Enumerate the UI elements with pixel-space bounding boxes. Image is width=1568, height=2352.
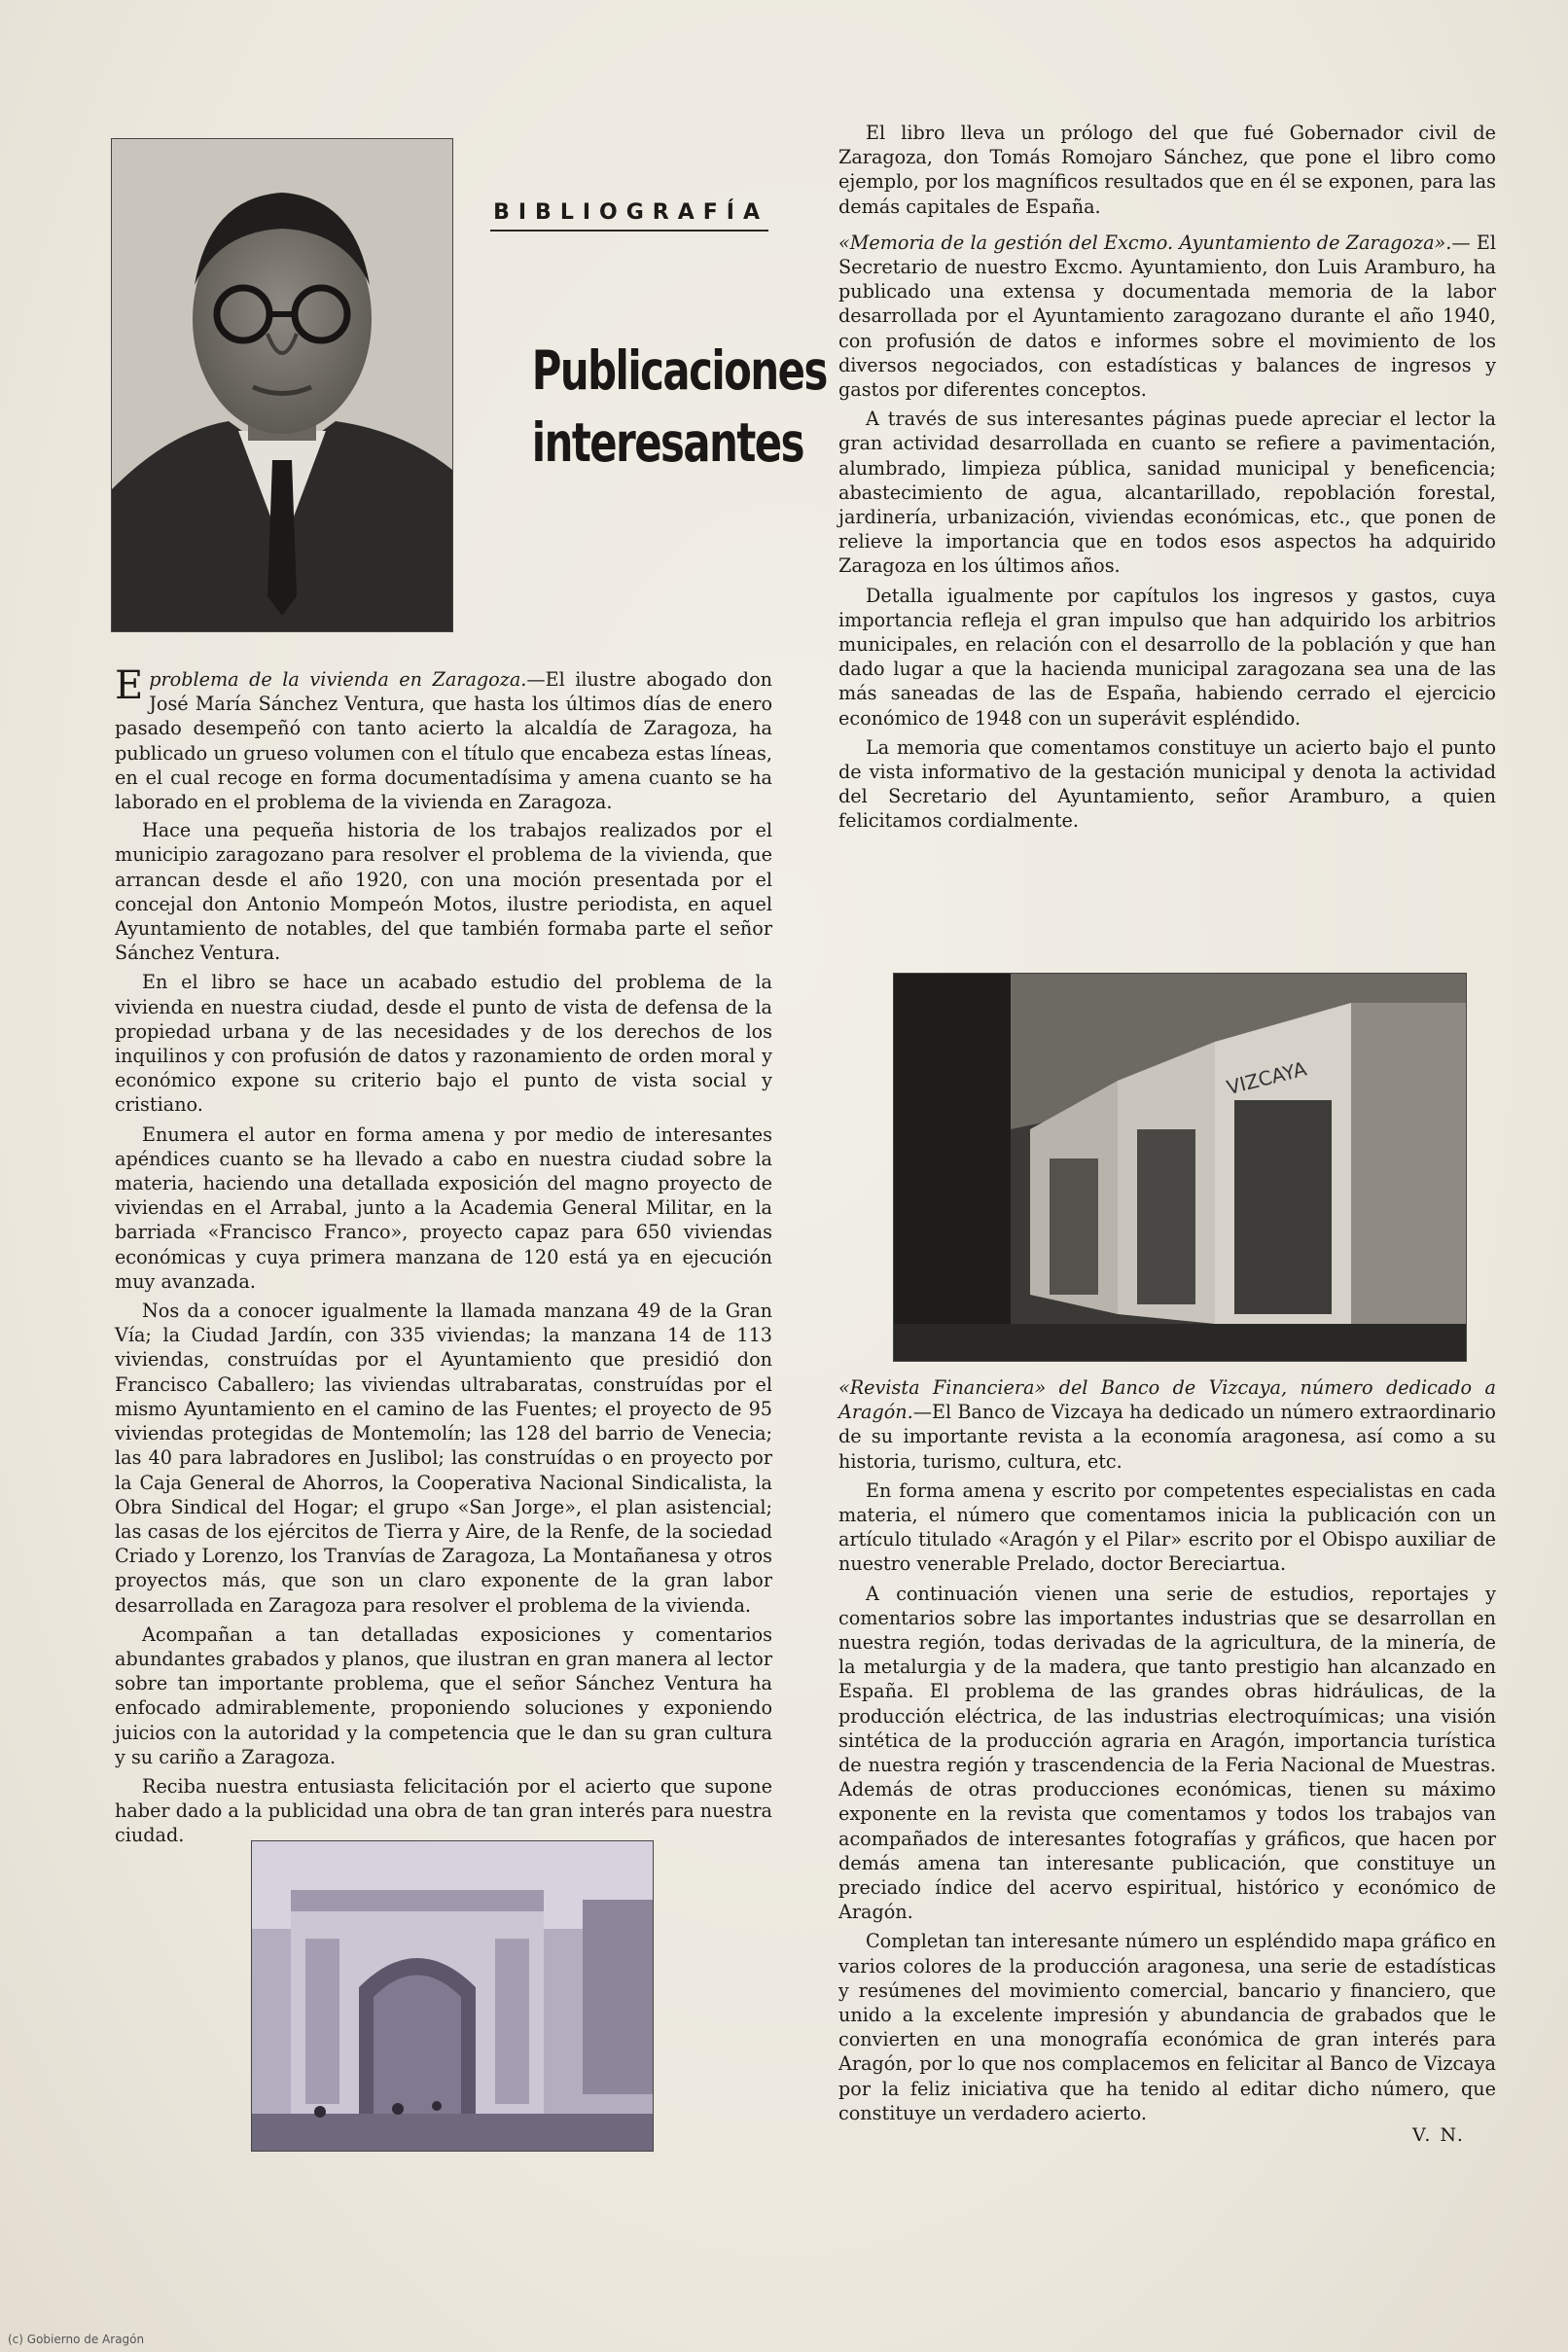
gate-illustration (252, 1841, 653, 2151)
page-title (531, 335, 827, 479)
article2-para-3: Detalla igualmente por capítulos los ingresos y gastos, cuya importancia refleja el gran impulso que han adquirido los arbitrios municipales, en relación con el desarrollo de la población y que han dado lugar a que la hacienda municipal zaragozana sea una de las más saneadas de las de España, habiendo cerrado el ejercicio económico de 1948 con un superávit espléndido. (838, 584, 1496, 730)
portrait-illustration (112, 139, 452, 631)
signature: V. N. (1412, 2124, 1465, 2146)
title-line-2: interesantes (531, 411, 804, 474)
right-column-top (838, 121, 1496, 838)
article1-para-1 (115, 663, 772, 814)
article1-para-7: Reciba nuestra entusiasta felicitación por el acierto que supone haber dado a la publicidad una obra de tan gran interés para nuestra ciudad. (115, 1774, 772, 1847)
article1-para-6: Acompañan a tan detalladas exposiciones y comentarios abundantes grabados y planos, que ilustran en gran manera al lector sobre tan importante problema, que el señor Sánchez Ventura ha enfocado admirablemente, proponiendo soluciones y exponiendo juicios con la autoridad y la competencia que le dan su gran cultura y su cariño a Zaragoza. (115, 1622, 772, 1768)
section-label: BIBLIOGRAFÍA (493, 200, 768, 225)
copyright-footer: (c) Gobierno de Aragón (8, 2333, 145, 2346)
gate-photo (251, 1840, 654, 2152)
article2-para-1 (838, 231, 1496, 402)
article1-para-8: El libro lleva un prólogo del que fué Gobernador civil de Zaragoza, don Tomás Romojaro Sánchez, que pone el libro como ejemplo, por los magníficos resultados que en él se exponen, para las demás capitales de España. (838, 122, 1496, 218)
article1-para-2: Hace una pequeña historia de los trabajos realizados por el municipio zaragozano para resolver el problema de la vivienda, que arrancan desde el año 1920, con una moción presentada por el concejal don Antonio Mompeón Motos, ilustre periodista, en aquel Ayuntamiento de notables, del que también formaba parte el señor Sánchez Ventura. (115, 819, 772, 965)
article3-title: «Revista Financiera» del Banco de Vizcaya, número dedicado a Aragón. (838, 1376, 1496, 1424)
left-column (115, 663, 772, 1853)
article1-title: problema de la vivienda en Zaragoza. (149, 668, 527, 691)
article2-title: «Memoria de la gestión del Excmo. Ayuntamiento de Zaragoza». (838, 231, 1452, 254)
article2-para-2: A través de sus interesantes páginas puede apreciar el lector la gran actividad desarrollada en cuanto se refiere a pavimentación, alumbrado, limpieza pública, sanidad municipal y beneficencia; abastecimiento de agua, alcantarillado, repoblación forestal, jardinería, urbanización, viviendas económicas, etc., que ponen de relieve la importancia que en todos esos aspectos ha adquirido Zaragoza en los últimos años. (838, 408, 1496, 578)
article3-para-3: A continuación vienen una serie de estudios, reportajes y comentarios sobre las importantes industrias que se desarrollan en nuestra región, todas derivadas de la agricultura, de la minería, de la metalurgia y de la madera, que tanto prestigio han alcanzado en España. El problema de las grandes obras hidráulicas, de la producción eléctrica, de las industrias electroquímicas; una visión sintética de la producción agraria en Aragón, importancia turística de nuestra región y trascendencia de la Feria Nacional de Muestras. Además de otras producciones económicas, tienen su máximo exponente en la revista que comentamos y todos los trabajos van acompañados de interesantes fotografías y gráficos, que hacen por demás amena tan interesante publicación, que constituye un preciado índice del acervo espiritual, histórico y económico de Aragón. (838, 1582, 1496, 1924)
article3-para-4: Completan tan interesante número un espléndido mapa gráfico en varios colores de la producción aragonesa, una serie de estadísticas y resúmenes del movimiento comercial, bancario y financiero, que unido a la excelente impresión y abundancia de grabados que le convierten en una monografía económica de gran interés para Aragón, por lo que nos complacemos en felicitar al Banco de Vizcaya por la feliz iniciativa que ha tenido al editar dicho número, que constituye un verdadero acierto. (838, 1930, 1496, 2124)
article3-para-1 (838, 1375, 1496, 1474)
section-rule (490, 230, 768, 232)
article1-para-4: Enumera el autor en forma amena y por medio de interesantes apéndices cuanto se ha llevado a cabo en nuestra ciudad sobre la materia, haciendo una detallada exposición del magno proyecto de viviendas en el Arrabal, junto a la Academia General Militar, en la barriada «Francisco Franco», proyecto capaz para 650 viviendas económicas y cuya primera manzana de 120 está ya en ejecución muy avanzada. (115, 1123, 772, 1293)
title-line-1: Publicaciones (531, 339, 827, 402)
bank-illustration (894, 974, 1466, 1361)
portrait-photo (111, 138, 453, 632)
article1-para-5: Nos da a conocer igualmente la llamada manzana 49 de la Gran Vía; la Ciudad Jardín, con 335 viviendas; la manzana 14 de 113 viviendas, construídas por el Ayuntamiento que presidió don Francisco Caballero; las viviendas ultrabaratas, construídas por el mismo Ayuntamiento en el camino de las Fuentes; el proyecto de 95 viviendas protegidas de Montemolín; las 128 del barrio de Venecia; las 40 para labradores en Juslibol; las construídas o en proyecto por la Caja General de Ahorros, la Cooperativa Nacional Sindicalista, la Obra Sindical del Hogar; el grupo «San Jorge», el plan asistencial; las casas de los ejércitos de Tierra y Aire, de la Renfe, de la sociedad Criado y Lorenzo, los Tranvías de Zaragoza, La Montañanesa y otros proyectos más, que son un claro exponente de la gran labor desarrollada en Zaragoza para resolver el problema de la vivienda. (115, 1300, 772, 1617)
article2-text-1: — El Secretario de nuestro Excmo. Ayuntamiento, don Luis Aramburo, ha publicado una extensa y documentada memoria de la labor desarrollada por el Ayuntamiento zaragozano durante el año 1940, con profusión de datos e informes sobre el movimiento de los diversos negociados, con estadísticas y balances de ingresos y gastos por diferentes conceptos. (838, 231, 1496, 402)
drop-cap: E (115, 663, 144, 708)
article1-para-3: En el libro se hace un acabado estudio del problema de la vivienda en nuestra ciudad, desde el punto de vista de defensa de la propiedad urbana y de las necesidades y de los derechos de los inquilinos y con profusión de datos y razonamiento de orden moral y económico expone su criterio bajo el punto de vista social y cristiano. (115, 971, 772, 1117)
article3-para-2: En forma amena y escrito por competentes especialistas en cada materia, el número que comentamos inicia la publicación con un artículo titulado «Aragón y el Pilar» escrito por el Obispo auxiliar de nuestro venerable Prelado, doctor Bereciartua. (838, 1479, 1496, 1576)
right-column-bottom (838, 1375, 1496, 2130)
article1-text-1: —El ilustre abogado don José María Sánchez Ventura, que hasta los últimos días de enero pasado desempeñó con tanto acierto la alcaldía de Zaragoza, ha publicado un grueso volumen con el título que encabeza estas líneas, en el cual recoge en forma documentadísima y amena cuanto se ha laborado en el problema de la vivienda en Zaragoza. (115, 668, 772, 814)
bank-photo (893, 973, 1467, 1362)
article3-text-1: —El Banco de Vizcaya ha dedicado un número extraordinario de su importante revista a la economía aragonesa, así como a su historia, turismo, cultura, etc. (838, 1401, 1496, 1473)
bank-sign: VIZCAYA (1224, 1056, 1309, 1100)
article2-para-4: La memoria que comentamos constituye un acierto bajo el punto de vista informativo de la gestación municipal y denota la actividad del Secretario del Ayuntamiento, señor Aramburo, a quien felicitamos cordialmente. (838, 735, 1496, 833)
